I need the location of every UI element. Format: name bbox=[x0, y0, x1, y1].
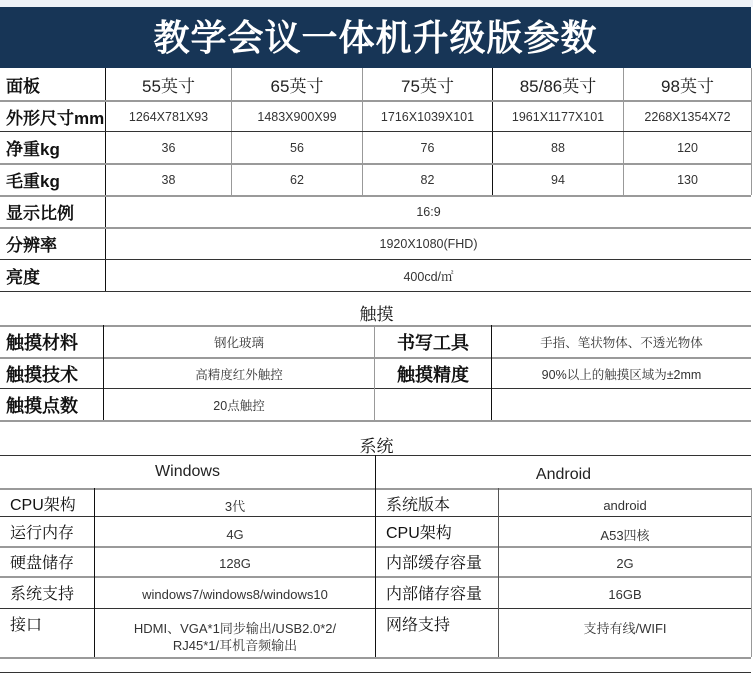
size-header: 65英寸 bbox=[270, 76, 324, 96]
android-storage-value: 16GB bbox=[608, 587, 642, 602]
brightness-label: 亮度 bbox=[6, 268, 40, 287]
size-header: 98英寸 bbox=[661, 76, 714, 96]
win-storage-label: 硬盘储存 bbox=[10, 555, 75, 572]
resolution-label: 分辨率 bbox=[6, 236, 57, 255]
size-header: 55英寸 bbox=[142, 76, 195, 96]
dimension-value: 1483X900X99 bbox=[257, 109, 337, 124]
win-ram-value: 4G bbox=[226, 527, 244, 542]
win-os-support-value: windows7/windows8/windows10 bbox=[142, 587, 328, 602]
touch-material-value: 钢化玻璃 bbox=[213, 335, 264, 350]
android-version-value: android bbox=[603, 497, 647, 513]
gross-weight-value: 130 bbox=[677, 172, 698, 187]
touch-precision-value: 90%以上的触摸区域为±2mm bbox=[541, 367, 702, 382]
dimension-value: 1961X1177X101 bbox=[511, 109, 605, 124]
system-section-title: 系统 bbox=[359, 437, 394, 456]
win-ports-line1: HDMI、VGA*1同步输出/USB2.0*2/ bbox=[133, 621, 337, 636]
dimension-value: 1716X1039X101 bbox=[380, 109, 475, 124]
net-weight-value: 56 bbox=[290, 140, 304, 155]
dimensions-label: 外形尺寸mm bbox=[6, 109, 105, 128]
win-os-support-label: 系统支持 bbox=[10, 586, 75, 603]
touch-technology-label: 触摸技术 bbox=[6, 364, 78, 385]
page-title: 教学会议一体机升级版参数 bbox=[0, 7, 751, 68]
touch-section-title: 触摸 bbox=[359, 305, 394, 324]
writing-tool-label: 书写工具 bbox=[397, 332, 469, 353]
win-ports-label: 接口 bbox=[10, 616, 43, 634]
gross-weight-value: 62 bbox=[290, 172, 304, 187]
row-divider bbox=[0, 657, 751, 659]
net-weight-value: 120 bbox=[677, 140, 698, 155]
touch-points-label: 触摸点数 bbox=[6, 395, 78, 416]
row-divider bbox=[0, 672, 751, 673]
row-divider bbox=[0, 420, 751, 422]
brightness-value: 400cd/㎡ bbox=[403, 269, 454, 284]
writing-tool-value: 手指、笔状物体、不透光物体 bbox=[540, 335, 703, 350]
touch-technology-value: 高精度红外触控 bbox=[195, 367, 283, 382]
divider bbox=[751, 68, 752, 195]
top-strip bbox=[0, 0, 753, 7]
android-network-label: 网络支持 bbox=[386, 616, 451, 634]
win-ports-value bbox=[95, 620, 375, 654]
android-version-label: 系统版本 bbox=[386, 496, 451, 514]
android-cache-value: 2G bbox=[616, 556, 634, 571]
net-weight-value: 36 bbox=[161, 140, 176, 155]
panel-header-label: 面板 bbox=[6, 76, 40, 96]
gross-weight-value: 94 bbox=[551, 172, 565, 187]
aspect-ratio-value: 16:9 bbox=[416, 204, 441, 219]
win-ram-label: 运行内存 bbox=[10, 525, 75, 542]
net-weight-value: 76 bbox=[420, 140, 435, 155]
net-weight-label: 净重kg bbox=[6, 140, 60, 159]
gross-weight-value: 82 bbox=[420, 172, 435, 187]
dimension-value: 1264X781X93 bbox=[128, 109, 209, 124]
android-header: Android bbox=[535, 466, 592, 483]
resolution-value: 1920X1080(FHD) bbox=[379, 236, 478, 251]
win-storage-value: 128G bbox=[219, 556, 251, 571]
touch-precision-label: 触摸精度 bbox=[397, 364, 469, 385]
aspect-ratio-label: 显示比例 bbox=[6, 204, 74, 223]
android-cache-label: 内部缓存容量 bbox=[386, 555, 483, 572]
win-ports-line2: RJ45*1/耳机音频输出 bbox=[172, 638, 298, 653]
size-header: 75英寸 bbox=[401, 76, 454, 96]
win-cpu-value: 3代 bbox=[224, 498, 246, 514]
row-divider bbox=[0, 291, 751, 292]
touch-material-label: 触摸材料 bbox=[6, 332, 78, 353]
windows-header: Windows bbox=[155, 463, 220, 480]
android-cpu-label: CPU架构 bbox=[386, 525, 452, 542]
divider bbox=[751, 488, 752, 657]
size-header: 85/86英寸 bbox=[519, 76, 597, 96]
dimension-value: 2268X1354X72 bbox=[644, 109, 731, 124]
touch-points-value: 20点触控 bbox=[213, 398, 265, 413]
gross-weight-value: 38 bbox=[161, 172, 176, 187]
android-storage-label: 内部储存容量 bbox=[386, 586, 483, 603]
android-network-value: 支持有线/WIFI bbox=[583, 620, 667, 636]
gross-weight-label: 毛重kg bbox=[6, 172, 60, 191]
net-weight-value: 88 bbox=[551, 140, 565, 155]
android-cpu-value: A53四核 bbox=[600, 528, 650, 543]
win-cpu-label: CPU架构 bbox=[10, 496, 76, 514]
